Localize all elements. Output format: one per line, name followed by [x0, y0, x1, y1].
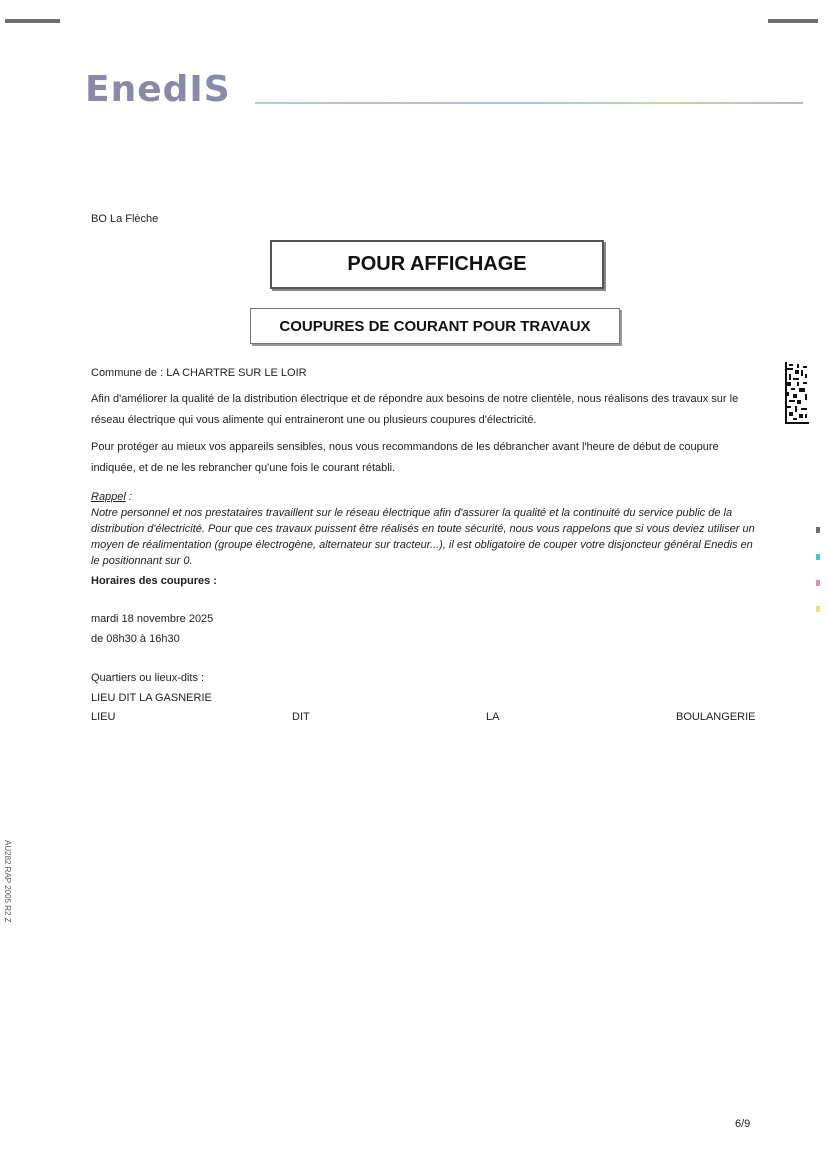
- reminder-block: [91, 489, 756, 569]
- side-reference: AU282 RAP 2005 R2 Z: [3, 840, 12, 923]
- place-word-4: BOULANGERIE: [676, 711, 756, 723]
- reminder-heading: Rappel: [91, 491, 126, 503]
- enedis-logo: EnedIS: [85, 69, 231, 110]
- place-word-2: DIT: [292, 711, 310, 723]
- color-mark-magenta: [816, 580, 820, 586]
- scan-mark-left: [5, 19, 60, 23]
- color-mark-yellow: [816, 606, 820, 612]
- header-divider: [255, 102, 803, 104]
- schedule-time: de 08h30 à 16h30: [91, 633, 180, 645]
- title-box: [270, 240, 604, 289]
- reminder-text: Notre personnel et nos prestataires travaillent sur le réseau électrique afin d'assurer la qualité et la continuité du service public de la distribution d'électricité. Pour que ces travaux puissent être réalisés en toute sécurité, nous vous rappelons que si vous deviez utiliser un moyen de réalimentation (groupe électrogène, alternateur sur tracteur...), il est obligatoire de couper votre disjoncteur général Enedis en le positionnant sur 0.: [91, 507, 755, 567]
- place-word-3: LA: [486, 711, 500, 723]
- datamatrix-code: [785, 362, 809, 424]
- commune-line: Commune de : LA CHARTRE SUR LE LOIR: [91, 367, 307, 379]
- title-text: POUR AFFICHAGE: [347, 253, 527, 275]
- advice-paragraph: Pour protéger au mieux vos appareils sensibles, nous vous recommandons de les débrancher avant l'heure de début de coupure indiquée, et de ne les rebrancher qu'une fois le courant rétabli.: [91, 441, 719, 474]
- places-heading: Quartiers ou lieux-dits :: [91, 672, 205, 684]
- schedule-heading: Horaires des coupures :: [91, 575, 217, 587]
- places-main: LIEU DIT LA GASNERIE: [91, 692, 212, 704]
- color-mark-black: [816, 527, 820, 533]
- page-number: 6/9: [735, 1118, 751, 1130]
- color-mark-cyan: [816, 554, 820, 560]
- reminder-heading-line: [91, 489, 756, 505]
- schedule-date: mardi 18 novembre 2025: [91, 613, 214, 625]
- place-word-1: LIEU: [91, 711, 116, 723]
- reminder-heading-suffix: :: [125, 491, 132, 503]
- subtitle-box: [250, 308, 620, 344]
- intro-paragraph: Afin d'améliorer la qualité de la distribution électrique et de répondre aux besoins de notre clientèle, nous réalisons des travaux sur le réseau électrique qui vous alimente qui entraineront une ou plusieurs coupures d'électricité.: [91, 393, 739, 426]
- sender-office: BO La Flèche: [91, 213, 159, 225]
- scan-mark-right: [768, 19, 818, 23]
- subtitle-text: COUPURES DE COURANT POUR TRAVAUX: [279, 317, 591, 335]
